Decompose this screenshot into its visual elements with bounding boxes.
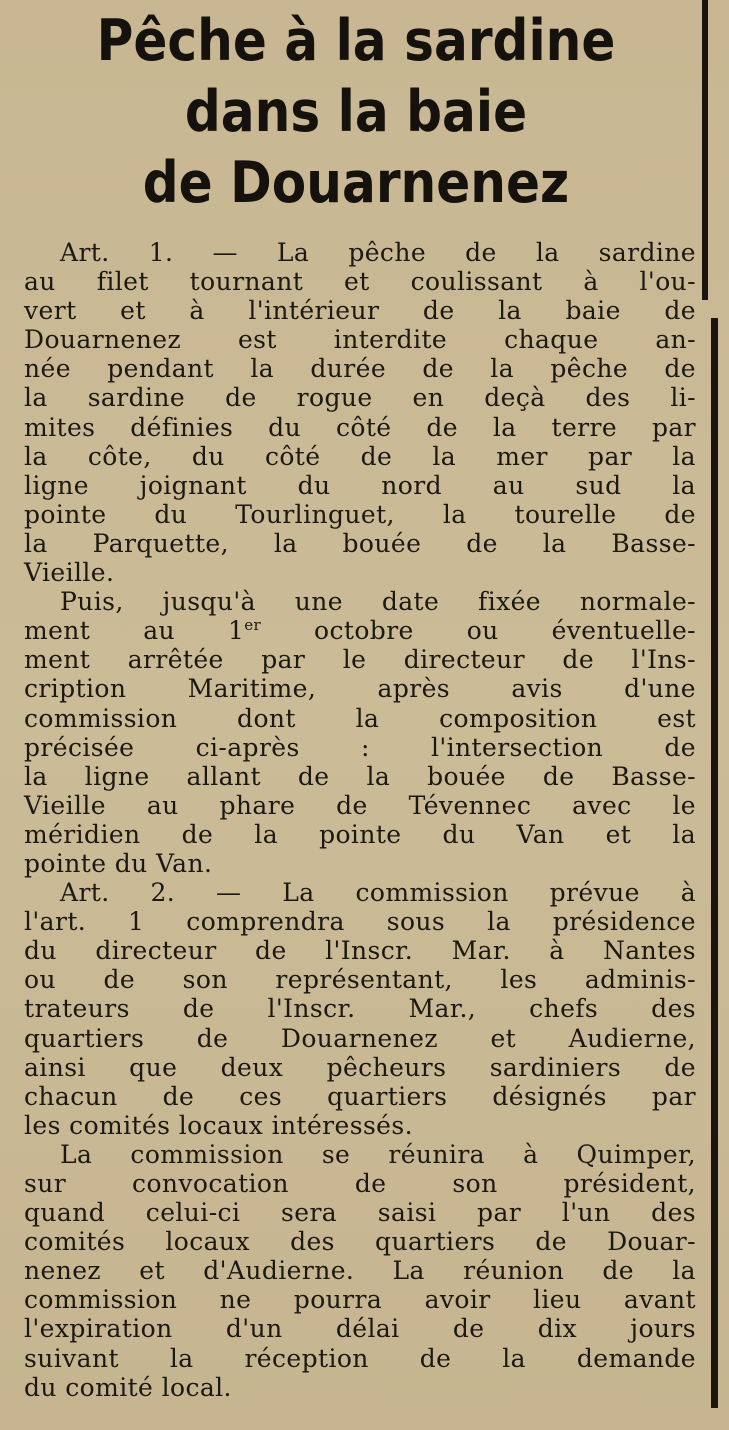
text-line: commission dont la composition est [24,703,696,733]
text-line: Puis, jusqu'à une date fixée normale- [60,587,696,617]
text-line: l'expiration d'un délai de dix jours [24,1314,696,1344]
headline-line: de Douarnenez [142,150,570,216]
text-line: quartiers de Douarnenez et Audierne, [24,1023,696,1053]
headline [43,6,670,219]
text-line: Vieille au phare de Tévennec avec le [24,790,696,820]
text-line: du directeur de l'Inscr. Mar. à Nantes [24,936,696,966]
text-line: ligne joignant du nord au sud la [24,470,696,500]
article-body [24,238,696,1402]
text-line: mites définies du côté de la terre par [24,412,696,442]
column-rule-top [702,0,708,300]
text-line: la ligne allant de la bouée de Basse- [24,761,696,791]
text-line: ainsi que deux pêcheurs sardiniers de [24,1052,696,1082]
text-line: la sardine de rogue en deçà des li- [24,383,696,413]
text-line: cription Maritime, après avis d'une [24,674,696,704]
headline-line: Pêche à la sardine [96,8,616,74]
text-line: la côte, du côté de la mer par la [24,441,696,471]
text-line: l'art. 1 comprendra sous la présidence [24,907,696,937]
text-line: commission ne pourra avoir lieu avant [24,1285,696,1315]
text-line: du comité local. [24,1372,232,1402]
text-line: pointe du Van. [24,848,213,878]
text-line [24,616,696,645]
text-line: suivant la réception de la demande [24,1343,696,1373]
text-line: Vieille. [24,558,115,588]
text-line: quand celui-ci sera saisi par l'un des [24,1198,696,1228]
text-line: ment arrêtée par le directeur de l'Ins- [24,645,696,675]
text-line: vert et à l'intérieur de la baie de [24,296,696,326]
text-fragment: octobre ou éventuelle- [261,616,696,646]
text-line: née pendant la durée de la pêche de [24,354,696,384]
text-fragment: ment au 1 [24,616,245,646]
text-line: ou de son représentant, les adminis- [24,965,696,995]
text-line: Art. 2. — La commission prévue à [60,878,696,908]
headline-line: dans la baie [184,79,528,145]
text-line: les comités locaux intéressés. [24,1110,413,1140]
text-line: au filet tournant et coulissant à l'ou- [24,267,696,297]
text-line: nenez et d'Audierne. La réunion de la [24,1256,696,1286]
text-line: méridien de la pointe du Van et la [24,819,696,849]
text-line: précisée ci-après : l'intersection de [24,732,696,762]
text-line: La commission se réunira à Quimper, [60,1139,696,1169]
text-line: la Parquette, la bouée de la Basse- [24,528,696,558]
column-rule [711,318,718,1408]
text-line: chacun de ces quartiers désignés par [24,1081,696,1111]
text-line: pointe du Tourlinguet, la tourelle de [24,499,696,529]
superscript: er [244,616,262,635]
text-line: comités locaux des quartiers de Douar- [24,1227,696,1257]
text-line: sur convocation de son président, [24,1169,696,1198]
text-line: Art. 1. — La pêche de la sardine [60,238,696,267]
text-line: Douarnenez est interdite chaque an- [24,325,696,355]
text-line: trateurs de l'Inscr. Mar., chefs des [24,994,696,1024]
